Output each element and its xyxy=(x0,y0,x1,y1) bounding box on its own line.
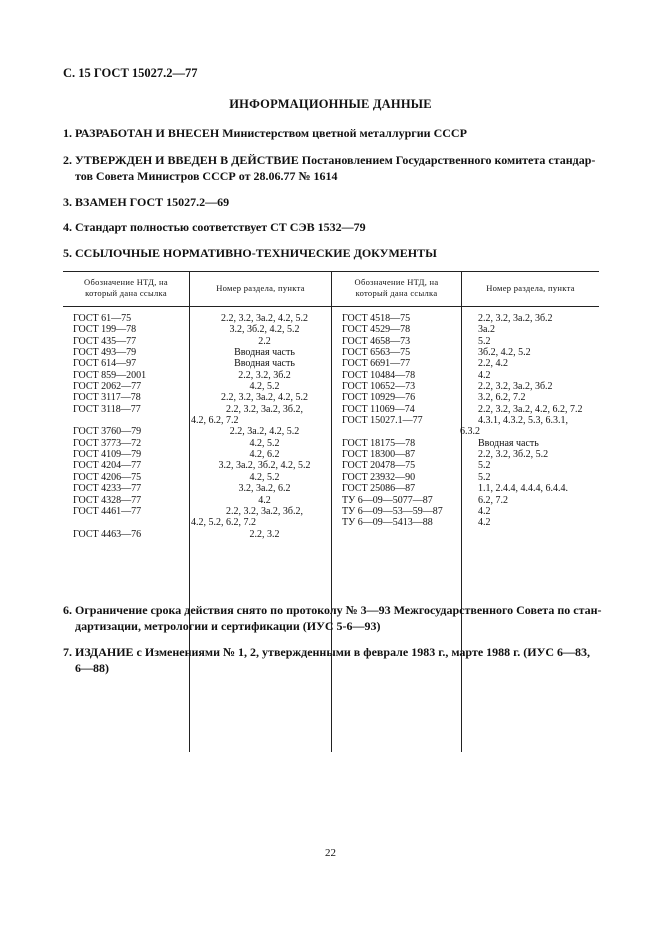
table-cell-ref: 6.3.2 xyxy=(460,426,480,438)
table-cell-ref: 4.2 xyxy=(478,369,491,381)
item-1: 1. РАЗРАБОТАН И ВНЕСЕН Министерством цветной металлургии СССР xyxy=(63,126,467,140)
table-cell-ref: 2.2, 3.2, 3а.2, 3б.2, xyxy=(225,403,304,415)
table-cell-doc: ГОСТ 10652—73 xyxy=(342,381,416,393)
table-cell-ref: 2.2, 3.2, 3а.2, 4.2, 5.2 xyxy=(221,313,308,324)
table-cell-ref: 3б.2, 4.2, 5.2 xyxy=(478,347,531,359)
left-refs-column xyxy=(191,313,331,540)
table-cell-doc: ГОСТ 614—97 xyxy=(73,358,137,370)
table-cell-ref: 5.2 xyxy=(478,460,491,472)
item-6-line-2: дартизации, метрологии и сертификации (ИУС 5-6—93) xyxy=(75,619,381,633)
table-cell-doc: ГОСТ 6563—75 xyxy=(342,347,411,359)
table-cell-ref: 6.2, 7.2 xyxy=(478,494,508,506)
item-2-line-2: тов Совета Министров СССР от 28.06.77 № 1614 xyxy=(75,169,338,183)
table-col-divider-1 xyxy=(189,271,190,752)
table-cell-doc: ГОСТ 10929—76 xyxy=(342,392,416,404)
references-table xyxy=(63,271,599,752)
item-2 xyxy=(63,152,595,184)
item-6 xyxy=(63,602,608,634)
item-6-line-1: 6. Ограничение срока действия снято по протоколу № 3—93 Межгосударственного Совета по стан- xyxy=(63,603,602,617)
table-cell-ref: 4.2, 5.2 xyxy=(249,471,280,483)
table-cell-doc: ГОСТ 493—79 xyxy=(73,347,137,359)
table-cell-ref: Вводная часть xyxy=(478,437,539,449)
table-cell-doc: ГОСТ 61—75 xyxy=(73,313,132,324)
table-cell-ref: 4.2, 6.2 xyxy=(249,449,280,461)
table-cell-ref: 2.2, 3.2, 3а.2, 3б.2 xyxy=(478,313,553,324)
table-cell-doc: ГОСТ 435—77 xyxy=(73,335,137,347)
item-7-line-1: 7. ИЗДАНИЕ с Изменениями № 1, 2, утвержденными в феврале 1983 г., марте 1988 г. (ИУС 6—83, xyxy=(63,645,591,659)
table-cell-ref: 2.2, 3.2 xyxy=(249,528,280,540)
table-cell-doc: ГОСТ 4328—77 xyxy=(73,494,142,506)
table-cell-doc: ГОСТ 18300—87 xyxy=(342,449,416,461)
table-cell-ref: 2.2, 4.2 xyxy=(478,358,508,370)
table-cell-doc: ГОСТ 199—78 xyxy=(73,324,137,336)
table-cell-ref: 3.2, 3а.2, 6.2 xyxy=(238,483,291,495)
table-cell-doc: ТУ 6—09—5077—87 xyxy=(342,494,433,506)
table-cell-ref: 2.2, 3.2, 3а.2, 3б.2, xyxy=(225,505,304,517)
table-cell-doc: ГОСТ 2062—77 xyxy=(73,381,142,393)
table-col-divider-2 xyxy=(331,271,332,752)
table-cell-doc: ГОСТ 4233—77 xyxy=(73,483,142,495)
table-cell-doc: ГОСТ 15027.1—77 xyxy=(342,415,423,427)
table-cell-ref: 2.2, 3.2, 3а.2, 4.2, 6.2, 7.2 xyxy=(478,403,583,415)
table-cell-doc: ТУ 6—09—5413—88 xyxy=(342,517,433,529)
item-7-line-2: 6—88) xyxy=(75,661,109,675)
table-cell-doc: ГОСТ 3760—79 xyxy=(73,426,142,438)
table-cell-ref: 4.2, 5.2 xyxy=(249,381,280,393)
item-4: 4. Стандарт полностью соответствует СТ СЭВ 1532—79 xyxy=(63,220,366,234)
table-cell-ref: 1.1, 2.4.4, 4.4.4, 6.4.4. xyxy=(478,483,568,495)
table-cell-ref: Вводная часть xyxy=(234,347,295,359)
table-cell-ref: 4.2, 5.2 xyxy=(249,437,280,449)
table-cell-ref: 2.2, 3.2, 3а.2, 3б.2 xyxy=(478,381,553,393)
table-cell-doc: ГОСТ 4461—77 xyxy=(73,505,142,517)
page-number: 22 xyxy=(325,847,336,859)
table-cell-doc: ГОСТ 23932—90 xyxy=(342,471,416,483)
table-cell-doc: ГОСТ 10484—78 xyxy=(342,369,416,381)
table-cell-doc: ГОСТ 6691—77 xyxy=(342,358,411,370)
left-docs-column xyxy=(73,313,146,540)
table-cell-doc xyxy=(342,426,443,437)
table-cell-doc: ГОСТ 4658—73 xyxy=(342,335,411,347)
table-cell-ref: 4.2 xyxy=(478,505,491,517)
table-cell-ref: 2.2, 3.2, 3б.2, 5.2 xyxy=(478,449,549,461)
page-header: С. 15 ГОСТ 15027.2—77 xyxy=(63,66,198,80)
table-cell-ref: 2.2, 3.2, 3б.2 xyxy=(238,369,291,381)
table-cell-ref: 2.2, 3а.2, 4.2, 5.2 xyxy=(229,426,300,438)
table-cell-doc xyxy=(73,517,146,528)
header-ntd-left xyxy=(63,277,189,299)
table-cell-doc: ГОСТ 4463—76 xyxy=(73,528,142,540)
table-cell-ref: 4.2 xyxy=(258,494,271,506)
table-cell-doc: ГОСТ 3117—78 xyxy=(73,392,141,404)
header-ntd-left-line-2: который дана ссылка xyxy=(85,288,167,298)
table-cell-doc: ГОСТ 4518—75 xyxy=(342,313,411,324)
right-docs-column xyxy=(342,313,443,529)
table-cell-ref: 2.2 xyxy=(258,335,271,347)
right-refs-column xyxy=(462,313,599,529)
table-cell-ref: 3.2, 3б.2, 4.2, 5.2 xyxy=(229,324,300,336)
table-cell-ref: 3.2, 6.2, 7.2 xyxy=(478,392,526,404)
item-5: 5. ССЫЛОЧНЫЕ НОРМАТИВНО-ТЕХНИЧЕСКИЕ ДОКУМЕНТЫ xyxy=(63,246,437,260)
table-cell-ref: 4.3.1, 4.3.2, 5.3, 6.3.1, xyxy=(478,415,568,427)
table-cell-ref: 3а.2 xyxy=(478,324,495,336)
table-cell-doc: ГОСТ 3118—77 xyxy=(73,403,141,415)
table-cell-ref: 3.2, 3а.2, 3б.2, 4.2, 5.2 xyxy=(218,460,311,472)
item-7 xyxy=(63,644,608,676)
header-ntd-right-line-2: который дана ссылка xyxy=(355,288,438,298)
item-3: 3. ВЗАМЕН ГОСТ 15027.2—69 xyxy=(63,195,230,209)
header-ntd-right xyxy=(332,277,461,299)
table-cell-ref: 5.2 xyxy=(478,471,491,483)
table-cell-doc: ГОСТ 3773—72 xyxy=(73,437,142,449)
table-cell-doc: ГОСТ 25086—87 xyxy=(342,483,416,495)
table-cell-ref: 4.2, 5.2, 6.2, 7.2 xyxy=(191,517,256,529)
header-ntd-right-line-1: Обозначение НТД, на xyxy=(354,277,439,287)
table-cell-doc: ГОСТ 4206—75 xyxy=(73,471,142,483)
table-cell-ref: Вводная часть xyxy=(234,358,295,370)
table-cell-ref: 4.2, 6.2, 7.2 xyxy=(191,415,239,427)
header-section-left: Номер раздела, пункта xyxy=(216,283,305,293)
item-2-line-1: 2. УТВЕРЖДЕН И ВВЕДЕН В ДЕЙСТВИЕ Постановлением Государственного комитета стандар- xyxy=(63,153,596,167)
table-cell-doc: ГОСТ 4109—79 xyxy=(73,449,142,461)
table-cell-doc xyxy=(73,415,146,426)
table-cell-doc: ГОСТ 18175—78 xyxy=(342,437,416,449)
table-cell-doc: ТУ 6—09—53—59—87 xyxy=(342,505,443,517)
table-cell-doc: ГОСТ 20478—75 xyxy=(342,460,416,472)
page-title: ИНФОРМАЦИОННЫЕ ДАННЫЕ xyxy=(229,97,432,111)
table-cell-ref: 5.2 xyxy=(478,335,491,347)
table-cell-doc: ГОСТ 859—2001 xyxy=(73,369,147,381)
table-cell-doc: ГОСТ 11069—74 xyxy=(342,403,415,415)
table-cell-ref: 2.2, 3.2, 3а.2, 4.2, 5.2 xyxy=(221,392,308,404)
table-cell-doc: ГОСТ 4204—77 xyxy=(73,460,142,472)
table-cell-doc: ГОСТ 4529—78 xyxy=(342,324,411,336)
header-section-right: Номер раздела, пункта xyxy=(486,283,575,293)
table-cell-ref: 4.2 xyxy=(478,517,491,529)
header-ntd-left-line-1: Обозначение НТД, на xyxy=(84,277,168,287)
